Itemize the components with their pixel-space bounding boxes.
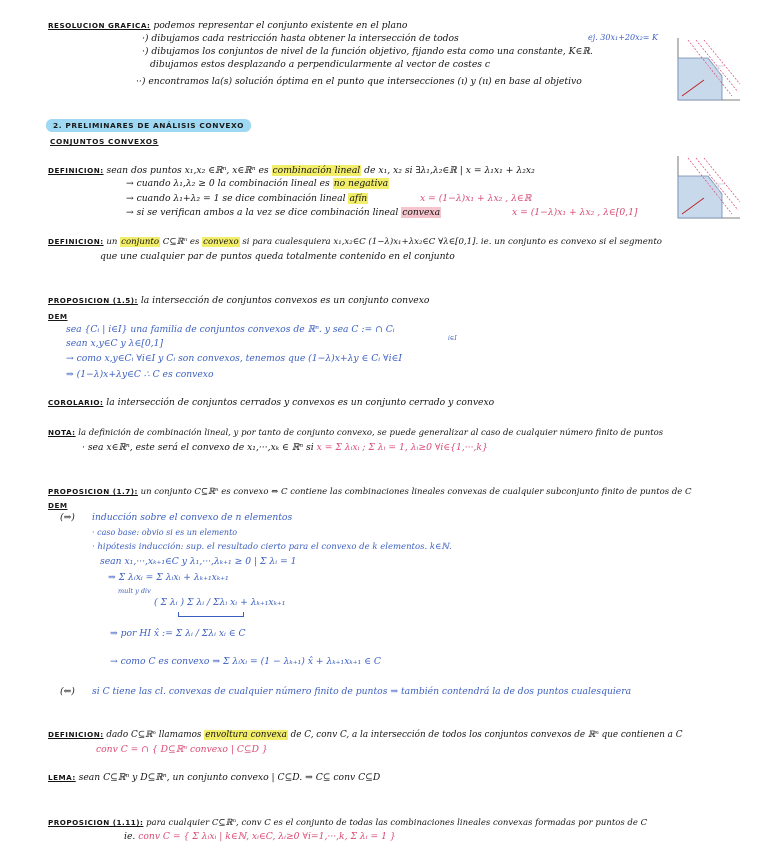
feasible-region-graph-2 [670, 154, 742, 224]
nota-formula: x = Σ λᵢxᵢ ; Σ λᵢ = 1, λᵢ≥0 ∀i∈{1,···,k} [316, 442, 488, 453]
prop17-direction-forward: (⇒) [60, 512, 75, 523]
prop17-proof-4: sean x₁,···,xₖ₊₁∈C y λ₁,···,λₖ₊₁ ≥ 0 | Σ λᵢ = 1 [100, 556, 297, 567]
prop17-proof-7: ⇒ por HI x̂ := Σ λᵢ / Σλᵢ xᵢ ∈ C [110, 628, 246, 639]
prop15-proof-1: sea {Cᵢ | i∈I} una familia de conjuntos convexos de ℝⁿ. y sea C := ∩ Cᵢ [66, 324, 395, 335]
def2-text-c: C⊆ℝⁿ es [162, 237, 200, 247]
def1-l2-text: → cuando λ₁,λ₂ ≥ 0 la combinación lineal es [126, 178, 330, 189]
prop15-proof-4: ⇒ (1−λ)x+λy∈C ∴ C es convexo [66, 369, 214, 380]
resolucion-line-2: ·) dibujamos cada restricción hasta obtener la intersección de todos [142, 33, 459, 44]
def1-term-no-negativa: no negativa [333, 178, 389, 189]
def3-tag: DEFINICION: [48, 730, 104, 739]
def1-term-convexa: convexa [402, 207, 441, 218]
resolucion-side-note: ej. 30x₁+20x₂= K [588, 33, 659, 42]
prop15-proof-2: sean x,y∈C y λ∈[0,1] [66, 338, 164, 349]
prop111-ie: ie. [124, 831, 136, 842]
prop17-proof-3: · hipótesis inducción: sup. el resultado cierto para el convexo de k elementos. k∈ℕ. [92, 542, 452, 552]
prop111-text: para cualquier C⊆ℝⁿ, conv C es el conjunto de todas las combinaciones lineales convexas formadas por puntos de C [146, 818, 648, 828]
def1-l3-text: → cuando λ₁+λ₂ = 1 se dice combinación lineal [126, 193, 346, 204]
def1-term-afin: afín [349, 193, 368, 204]
prop17-proof-9: si C tiene las cl. convexas de cualquier número finito de puntos ⇒ también contendrá la de dos puntos cualesquiera [92, 686, 632, 697]
section-title: 2. PRELIMINARES DE ANÁLISIS CONVEXO [46, 119, 251, 132]
prop15-proof-1-sub: i∈I [448, 335, 457, 342]
def2-term-convexo: convexo [203, 237, 239, 247]
svg-text:AT: AT [700, 179, 725, 203]
def1-text-b: x₁,x₂ ∈ℝⁿ, x∈ℝⁿ es [184, 165, 269, 176]
corolario-line [48, 397, 494, 409]
def1-text-a: sean dos puntos [106, 165, 182, 176]
prop111-tag: PROPOSICION (1.11): [48, 818, 144, 827]
def1-l4-text: → si se verifican ambos a la vez se dice combinación lineal [126, 207, 399, 218]
prop17-proof-6: ( Σ λᵢ ) Σ λᵢ / Σλᵢ xᵢ + λₖ₊₁xₖ₊₁ [154, 597, 286, 608]
def2-text-a: un [106, 237, 118, 247]
prop17-underbrace [178, 612, 244, 617]
prop17-proof-2: · caso base: obvio si es un elemento [92, 528, 238, 537]
prop15-line [48, 295, 429, 307]
def1-term-combinacion-lineal: combinación lineal [272, 165, 361, 176]
def3-text-a: dado C⊆ℝⁿ llamamos [106, 730, 202, 740]
lema-text: sean C⊆ℝⁿ y D⊆ℝⁿ, un conjunto convexo | C⊆D. ⇒ C⊆ conv C⊆D [78, 772, 381, 783]
resolucion-text-1: podemos representar el conjunto existente en el plano [153, 20, 408, 31]
svg-text:AT: AT [700, 61, 725, 85]
prop17-proof-5: ⇒ Σ λᵢxᵢ = Σ λᵢxᵢ + λₖ₊₁xₖ₊₁ [108, 572, 229, 583]
section-subtitle: CONJUNTOS CONVEXOS [50, 137, 159, 146]
nota-line-1 [48, 428, 663, 439]
corolario-text: la intersección de conjuntos cerrados y convexos es un conjunto cerrado y convexo [106, 397, 495, 408]
def3-line-1 [48, 730, 682, 742]
nota-text-2: · sea x∈ℝⁿ, este será el convexo de x₁,···,xₖ ∈ ℝⁿ si [82, 442, 314, 453]
prop17-text: un conjunto C⊆ℝⁿ es convexo ⇔ C contiene las combinaciones lineales convexas de cualquier subconjunto finito de puntos de C [140, 487, 692, 497]
corolario-tag: COROLARIO: [48, 398, 104, 407]
prop15-tag: PROPOSICION (1.5): [48, 296, 138, 305]
def1-line-3 [126, 193, 368, 205]
resolucion-line-4: dibujamos estos desplazando a perpendicularmente al vector de costes c [150, 59, 491, 70]
nota-tag: NOTA: [48, 428, 76, 437]
def1-afin-formula: x = (1−λ)x₁ + λx₂ , λ∈ℝ [420, 193, 532, 204]
prop111-formula: conv C = { Σ λᵢxᵢ | k∈ℕ, xᵢ∈C, λᵢ≥0 ∀i=1,···,k, Σ λᵢ = 1 } [138, 831, 396, 842]
def1-line-4 [126, 207, 441, 219]
prop17-tag: PROPOSICION (1.7): [48, 487, 138, 496]
prop17-direction-backward: (⇐) [60, 686, 75, 697]
feasible-region-graph-1 [670, 36, 742, 106]
def3-text-c: de C, conv C, a la intersección de todos los conjuntos convexos de ℝⁿ que contienen a C [290, 730, 683, 740]
lema-tag: LEMA: [48, 773, 76, 782]
prop111-line-2 [124, 831, 396, 843]
def1-line-2 [126, 178, 389, 190]
nota-line-2 [82, 442, 488, 454]
def2-line-2: que une cualquier par de puntos queda totalmente contenido en el conjunto [100, 251, 455, 262]
def1-convexa-formula: x = (1−λ)x₁ + λx₂ , λ∈[0,1] [512, 207, 638, 218]
prop17-dem: DEM [48, 501, 68, 510]
lema-line [48, 772, 380, 784]
def2-tag: DEFINICION: [48, 237, 104, 246]
prop17-proof-1: inducción sobre el convexo de n elementos [92, 512, 293, 523]
prop17-line [48, 487, 692, 498]
def2-term-conjunto: conjunto [121, 237, 160, 247]
resolucion-line-3: ·) dibujamos los conjuntos de nivel de la función objetivo, fijando esta como una constante, K∈ℝ. [142, 46, 593, 57]
prop17-proof-8: → como C es convexo ⇒ Σ λᵢxᵢ = (1 − λₖ₊₁) x̂ + λₖ₊₁xₖ₊₁ ∈ C [110, 656, 381, 667]
def1-tag: DEFINICION: [48, 166, 104, 175]
resolucion-line-1 [48, 20, 407, 32]
prop17-proof-6-label: mult y div [118, 587, 151, 595]
prop15-dem: DEM [48, 312, 68, 321]
prop15-proof-3: → como x,y∈Cᵢ ∀i∈I y Cᵢ son convexos, tenemos que (1−λ)x+λy ∈ Cᵢ ∀i∈I [66, 353, 402, 364]
def1-line-1 [48, 165, 535, 177]
def2-text-e: si para cualesquiera x₁,x₂∈C (1−λ)x₁+λx₂∈C ∀λ∈[0,1]. ie. un conjunto es convexo si el segmento [242, 237, 662, 247]
def2-line-1 [48, 237, 662, 249]
prop111-line-1 [48, 818, 647, 829]
resolucion-line-5: ··) encontramos la(s) solución óptima en el punto que intersecciones (ı) y (ıı) en base al objetivo [136, 76, 582, 87]
def3-formula: conv C = ∩ { D⊆ℝⁿ convexo | C⊆D } [96, 744, 268, 755]
prop15-text: la intersección de conjuntos convexos es un conjunto convexo [140, 295, 430, 306]
def1-text-d: de x₁, x₂ si ∃λ₁,λ₂∈ℝ | x = λ₁x₁ + λ₂x₂ [364, 165, 535, 176]
def3-term-envoltura-convexa: envoltura convexa [205, 730, 287, 740]
resolucion-tag: RESOLUCION GRAFICA: [48, 21, 151, 30]
nota-text-1: la definición de combinación lineal, y por tanto de conjunto convexo, se puede generalizar al caso de cualquier número finito de puntos [78, 428, 664, 438]
